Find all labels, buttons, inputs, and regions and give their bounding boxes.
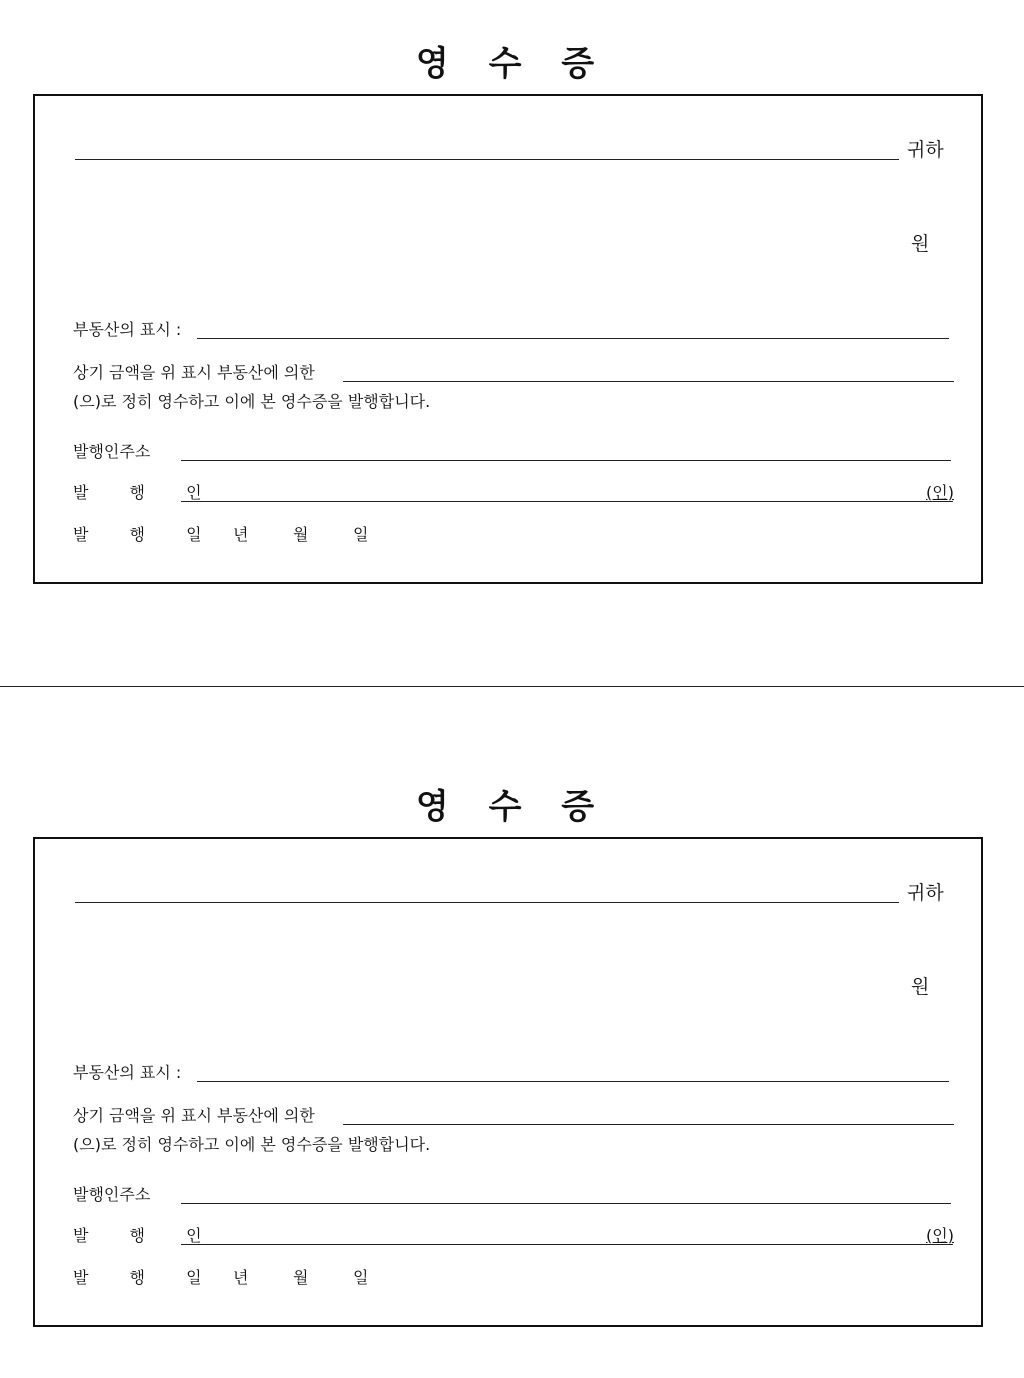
issuer-address-line[interactable] [181, 460, 951, 461]
seal-mark: (인) [926, 483, 954, 502]
statement-blank-line[interactable] [343, 381, 954, 382]
property-label: 부동산의 표시 : [73, 320, 182, 339]
date-month: 월 [293, 525, 309, 544]
addressee-suffix: 귀하 [907, 139, 944, 161]
receipt-top [0, 0, 1024, 600]
receipt-frame [33, 837, 983, 1327]
issue-date-label: 발 행 일 [73, 1268, 220, 1287]
statement-line-2: (으)로 정히 영수하고 이에 본 영수증을 발행합니다. [73, 392, 431, 411]
addressee-line[interactable] [75, 159, 899, 160]
date-day: 일 [353, 1268, 369, 1287]
receipt-bottom [0, 743, 1024, 1343]
addressee-line[interactable] [75, 902, 899, 903]
statement-line-1: 상기 금액을 위 표시 부동산에 의한 [73, 1106, 315, 1125]
statement-line-1: 상기 금액을 위 표시 부동산에 의한 [73, 363, 315, 382]
issuer-address-label: 발행인주소 [73, 1185, 151, 1204]
issuer-address-label: 발행인주소 [73, 442, 151, 461]
property-line[interactable] [197, 338, 949, 339]
property-label: 부동산의 표시 : [73, 1063, 182, 1082]
receipt-title: 영 수 증 [415, 44, 609, 84]
property-line[interactable] [197, 1081, 949, 1082]
amount-suffix: 원 [911, 233, 930, 255]
date-year: 년 [233, 525, 249, 544]
addressee-suffix: 귀하 [907, 882, 944, 904]
issuer-address-line[interactable] [181, 1203, 951, 1204]
amount-suffix: 원 [911, 976, 930, 998]
date-day: 일 [353, 525, 369, 544]
date-year: 년 [233, 1268, 249, 1287]
date-month: 월 [293, 1268, 309, 1287]
receipt-title: 영 수 증 [415, 787, 609, 827]
issuer-line[interactable] [181, 501, 953, 502]
statement-line-2: (으)로 정히 영수하고 이에 본 영수증을 발행합니다. [73, 1135, 431, 1154]
cut-line [0, 686, 1024, 687]
issue-date-label: 발 행 일 [73, 525, 220, 544]
issuer-label: 발 행 인 [73, 483, 220, 502]
issuer-line[interactable] [181, 1244, 953, 1245]
statement-blank-line[interactable] [343, 1124, 954, 1125]
receipt-frame [33, 94, 983, 584]
issuer-label: 발 행 인 [73, 1226, 220, 1245]
seal-mark: (인) [926, 1226, 954, 1245]
